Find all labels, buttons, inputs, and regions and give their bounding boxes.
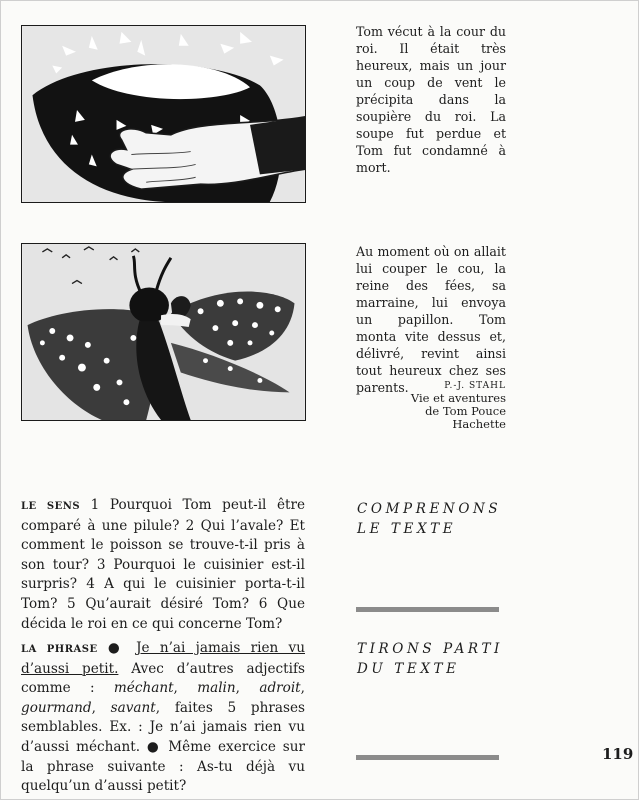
adjective: méchant (113, 680, 174, 697)
illustration-soup-tureen (21, 25, 306, 203)
bullet-icon: ● (146, 738, 162, 755)
credit-publisher: Hachette (452, 417, 506, 431)
adjective: malin (197, 680, 236, 697)
soup-tureen-drawing (22, 26, 305, 202)
exercise-le-sens-label: LE SENS (21, 501, 81, 512)
section-title-tirons (357, 639, 517, 679)
exercise-la-phrase-text-1: Avec d’autres adjectifs comme : (21, 660, 305, 697)
exercise-la-phrase-text-3: Même exercice sur la phrase suivante : As-tu déjà vu quelqu’un d’aussi petit? (21, 738, 305, 795)
adjective: savant (110, 699, 156, 716)
section-title-comprenons-line-1: COMPRENONS (357, 501, 502, 517)
adjective: gourmand (21, 699, 92, 716)
page-number: 119 (602, 745, 634, 763)
section-divider-1 (356, 607, 499, 612)
section-title-tirons-line-1: TIRONS PARTI (357, 641, 503, 657)
illustration-butterfly (21, 243, 306, 421)
credit-author: P.-J. STAHL (444, 381, 506, 391)
story-paragraph-1: Tom vécut à la cour du roi. Il était très heureux, mais un jour un coup de vent le précipita dans la soupière du roi. La soupe fut perdue et Tom fut condamné à mort. (356, 24, 506, 175)
section-title-comprenons-line-2: LE TEXTE (357, 521, 457, 537)
exercise-la-phrase-label: LA PHRASE (21, 644, 98, 655)
section-title-comprenons (357, 499, 517, 539)
example-sentence: Je n’ai jamais rien vu d’aussi petit. (21, 640, 305, 677)
exercise-la-phrase: LA PHRASE ● Je n’ai jamais rien vu d’aussi petit. Avec d’autres adjectifs comme : méchant, malin, adroit, gourmand, savant, faites 5 phrases semblables. Ex. : Je n’ai jamais rien vu d’aussi méchant. ● Même exercice sur la phrase suivante : As-tu déjà vu quelqu’un d’aussi petit? (21, 640, 305, 795)
credit-work-line-2: de Tom Pouce (425, 404, 506, 418)
bullet-icon: ● (107, 640, 126, 656)
exercise-le-sens (21, 496, 305, 634)
section-title-tirons-line-2: DU TEXTE (357, 661, 460, 677)
exercise-la-phrase-text-2: , faites 5 phrases semblables. Ex. : Je n’ai jamais rien vu d’aussi méchant. (21, 699, 305, 755)
adjective: adroit (259, 680, 301, 697)
credit-work-line-1: Vie et aventures (410, 391, 506, 405)
exercise-le-sens-text: 1 Pourquoi Tom peut-il être comparé à une pilule? 2 Qui l’avale? Et comment le poisson se trouve-t-il pris à son tour? 3 Pourquoi le cuisinier est-il surpris? 4 A qui le cuisinier porta-t-il Tom? 5 Qu’aurait désiré Tom? 6 Que décida le roi en ce qui concerne Tom? (21, 497, 306, 632)
credit-work (356, 392, 506, 431)
section-divider-2 (356, 755, 499, 760)
butterfly-drawing (22, 244, 305, 420)
story-paragraph-2: Au moment où on allait lui couper le cou, la reine des fées, sa marraine, lui envoya un papillon. Tom monta vite dessus et, délivré, revint ainsi tout heureux chez ses parents. (356, 244, 506, 395)
